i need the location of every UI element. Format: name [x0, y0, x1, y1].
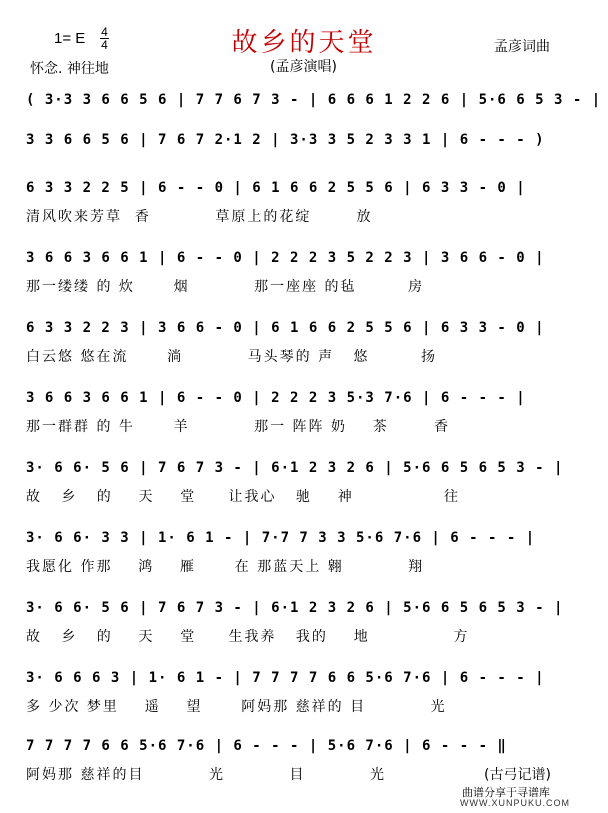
staff-line-7: 3· 6 6· 5 6 | 7 6 7 3 - | 6·1 2 3 2 6 | 5·6 6 5 6 5 3 - |	[26, 460, 564, 476]
staff-line-1: ( 3·3 3 6 6 5 6 | 7 7 6 7 3 - | 6 6 6 1 2 2 6 | 5·6 6 5 3 - |	[26, 92, 602, 108]
transcriber-note: (古弓记谱)	[484, 767, 551, 783]
key-signature: 1= E	[54, 30, 86, 47]
singer-credit: (孟彦演唱)	[270, 59, 337, 75]
performance-mood: 怀念. 神往地	[30, 61, 109, 77]
staff-line-9: 3· 6 6· 5 6 | 7 6 7 3 - | 6·1 2 3 2 6 | 5·6 6 5 6 5 3 - |	[26, 600, 564, 616]
lyric-line-11: 阿妈那 慈祥的目 光 目 光	[26, 767, 386, 783]
lyric-line-3: 清风吹来芳草 香 草原上的花绽 放	[26, 209, 373, 225]
staff-line-5: 6 3 3 2 2 3 | 3 6 6 - 0 | 6 1 6 6 2 5 5 6 | 6 3 3 - 0 |	[26, 320, 545, 336]
time-signature-bottom: 4	[101, 38, 108, 52]
staff-line-11: 7 7 7 7 6 6 5·6 7·6 | 6 - - - | 5·6 7·6 | 6 - - - ‖	[26, 738, 507, 754]
time-signature-top: 4	[101, 25, 108, 39]
song-title: 故乡的天堂	[231, 28, 377, 58]
lyric-line-4: 那一缕缕 的 炊 烟 那一座座 的毡 房	[26, 279, 425, 295]
staff-line-8: 3· 6 6· 3 3 | 1· 6 1 - | 7·7 7 3 3 5·6 7·6 | 6 - - - |	[26, 530, 536, 546]
staff-line-10: 3· 6 6 6 3 | 1· 6 1 - | 7 7 7 7 6 6 5·6 7·6 | 6 - - - |	[26, 670, 545, 686]
staff-line-2: 3 3 6 6 5 6 | 7 6 7 2·1 2 | 3·3 3 5 2 3 3 1 | 6 - - - )	[26, 132, 545, 148]
lyric-line-9: 故 乡 的 天 堂 生我养 我的 地 方	[26, 629, 470, 645]
lyric-line-10: 多 少次 梦里 遥 望 阿妈那 慈祥的 目 光	[26, 699, 447, 715]
share-credit: 曲谱分享于寻谱库	[462, 786, 550, 799]
site-watermark: WWW.XUNPUKU.COM	[460, 798, 570, 808]
staff-line-3: 6 3 3 2 2 5 | 6 - - 0 | 6 1 6 6 2 5 5 6 | 6 3 3 - 0 |	[26, 180, 526, 196]
lyric-line-8: 我愿化 作那 鸿 雁 在 那蓝天上 翱 翔	[26, 559, 425, 575]
staff-line-4: 3 6 6 3 6 6 1 | 6 - - 0 | 2 2 2 3 5 2 2 3 | 3 6 6 - 0 |	[26, 250, 545, 266]
lyric-line-7: 故 乡 的 天 堂 让我心 驰 神 往	[26, 489, 461, 505]
staff-line-6: 3 6 6 3 6 6 1 | 6 - - 0 | 2 2 2 3 5·3 7·6 | 6 - - - |	[26, 390, 526, 406]
time-signature	[100, 26, 109, 51]
lyric-line-5: 白云悠 悠在流 淌 马头琴的 声 悠 扬	[26, 349, 438, 365]
lyric-line-6: 那一群群 的 牛 羊 那一 阵阵 奶 茶 香	[26, 419, 450, 435]
composer-credit: 孟彦词曲	[494, 39, 550, 55]
